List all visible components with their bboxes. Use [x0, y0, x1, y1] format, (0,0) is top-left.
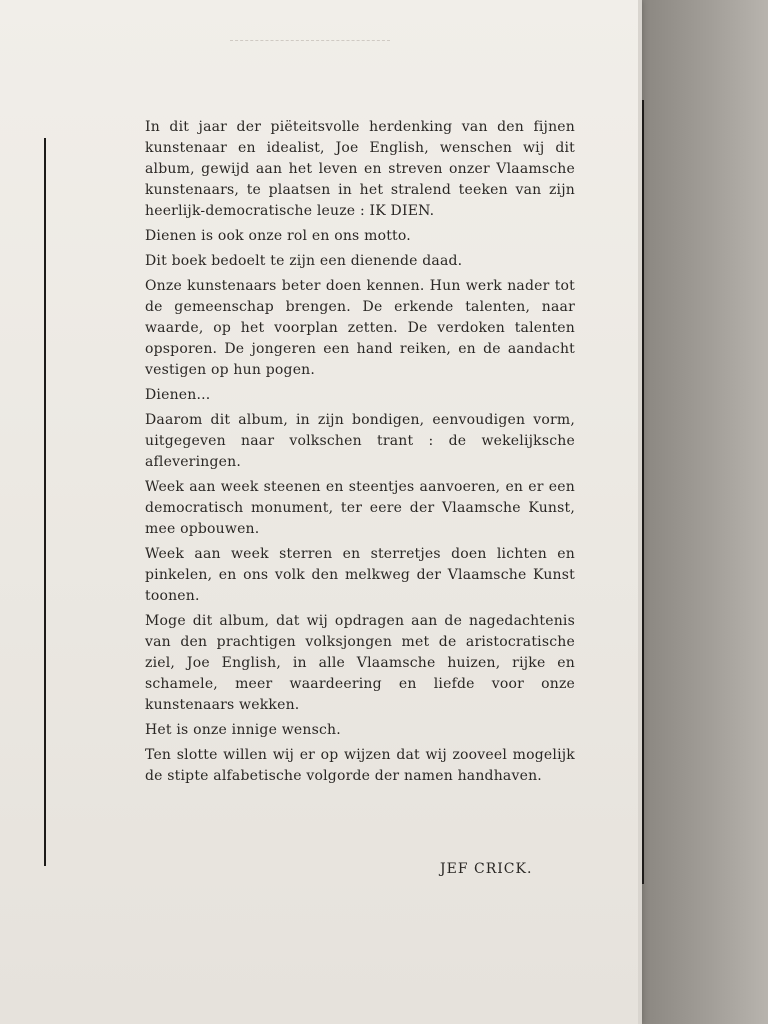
paragraph-4: Onze kunstenaars beter doen kennen. Hun werk nader tot de gemeenschap brengen. De erkende talenten, naar waarde, op het voorplan zetten. De verdoken talenten opsporen. De jongeren een hand reiken, en de aandacht vestigen op hun pogen. [145, 278, 575, 378]
right-vertical-rule [642, 100, 644, 884]
paragraph-9: Moge dit album, dat wij opdragen aan de nagedachtenis van den prachtigen volksjongen met de aristocratische ziel, Joe English, in alle Vlaamsche huizen, rijke en schamele, meer waardeering en liefde voor onze kunstenaars wekken. [145, 613, 575, 713]
paragraph-11: Ten slotte willen wij er op wijzen dat wij zooveel mogelijk de stipte alfabetische volgorde der namen handhaven. [145, 747, 575, 784]
paragraph-2: Dienen is ook onze rol en ons motto. [145, 228, 411, 244]
paragraph-5: Dienen... [145, 387, 211, 403]
top-dotted-rule [230, 40, 390, 41]
paragraph-6: Daarom dit album, in zijn bondigen, eenvoudigen vorm, uitgegeven naar volkschen trant : de wekelijksche afleveringen. [145, 412, 575, 470]
paragraph-8: Week aan week sterren en sterretjes doen lichten en pinkelen, en ons volk den melkweg der Vlaamsche Kunst toonen. [145, 546, 575, 604]
paragraph-7: Week aan week steenen en steentjes aanvoeren, en er een democratisch monument, ter eere der Vlaamsche Kunst, mee opbouwen. [145, 479, 575, 537]
left-vertical-rule [44, 138, 46, 866]
paragraph-10: Het is onze innige wensch. [145, 722, 341, 738]
paragraph-1: In dit jaar der piëteitsvolle herdenking van den fijnen kunstenaar en idealist, Joe English, wenschen wij dit album, gewijd aan het leven en streven onzer Vlaamsche kunstenaars, te plaatsen in het stralend teeken van zijn heerlijk-democratische leuze : IK DIEN. [145, 119, 575, 219]
background-surface [640, 0, 768, 1024]
paragraph-3: Dit boek bedoelt te zijn een dienende daad. [145, 253, 463, 269]
signature: JEF CRICK. [440, 861, 533, 877]
foreword-text [145, 117, 575, 791]
